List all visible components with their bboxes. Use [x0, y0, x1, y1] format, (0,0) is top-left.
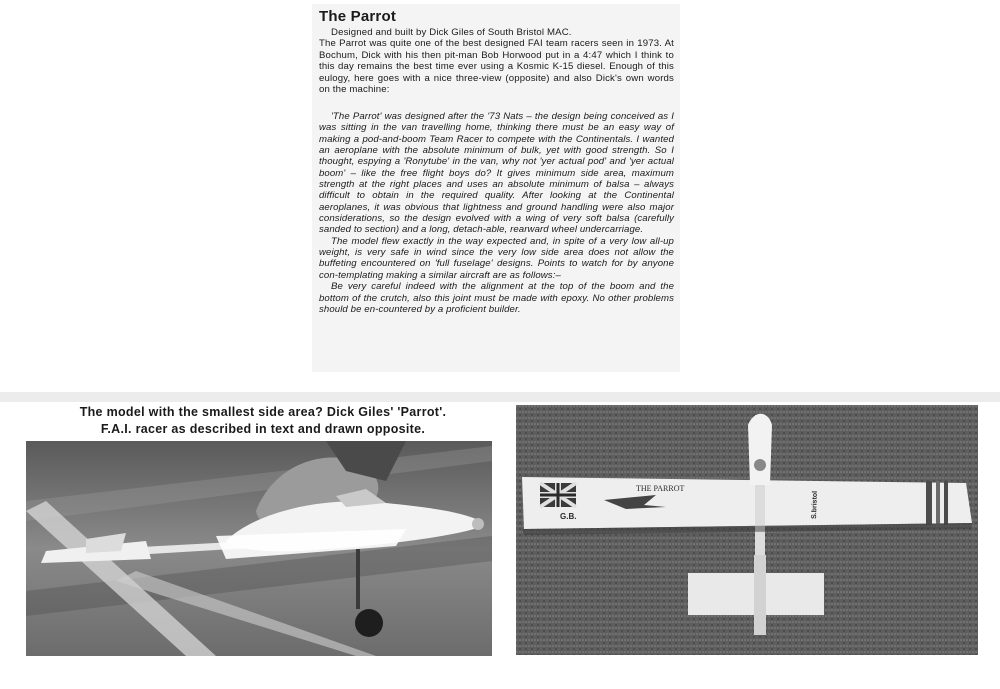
article-title: The Parrot: [319, 8, 397, 25]
page-divider: [0, 392, 1000, 402]
quote-paragraph-2: The model flew exactly in the way expected and, in spite of a very low all-up weight, is very safe in wind since the very low side area does not allow the buffeting encountered on 'full fuselage' designs. Points to watch for by anyone con-templating making a similar aircraft are as follows:–: [319, 235, 674, 281]
photo-model-side-view: [26, 441, 492, 656]
photo-model-top-view: [516, 405, 978, 655]
photo-caption: [28, 404, 498, 438]
quote-paragraph-3: Be very careful indeed with the alignment at the top of the boom and the bottom of the crutch, also this joint must be made with epoxy. No other problems should be en-countered by a proficient builder.: [319, 281, 674, 315]
intro-line-1: Designed and built by Dick Giles of South Bristol MAC.: [331, 27, 572, 38]
wing-tip-text: S.bristol: [811, 490, 819, 520]
article-column: [312, 4, 680, 372]
article-quote: [319, 111, 674, 315]
caption-line-1: The model with the smallest side area? Dick Giles' 'Parrot'.: [79, 405, 447, 419]
intro-paragraph: [319, 38, 674, 95]
wing-name-text: THE PARROT: [636, 484, 685, 493]
wing-initials: G.B.: [560, 512, 577, 521]
photo-right-drawing: [516, 405, 978, 655]
photo-left-drawing: [26, 441, 492, 656]
caption-line-2: F.A.I. racer as described in text and drawn opposite.: [100, 422, 426, 436]
intro-text: The Parrot was quite one of the best designed FAI team racers seen in 1973. At Bochum, Dick with his then pit-man Bob Horwood put in a 4:47 which I think to this day remains the best time ever using a Kosmic K-15 diesel. Enough of this eulogy, here goes with a nice three-view (opposite) and also Dick's own words on the machine:: [319, 38, 674, 96]
article-intro: [319, 27, 674, 95]
quote-paragraph-1: 'The Parrot' was designed after the '73 Nats – the design being conceived as I was sitting in the van travelling home, thinking there must be an easy way of making a pod-and-boom Team Racer to compete with the Continentals. I wanted an aeroplane with the absolute minimum of bulk, yet with good strength. So I thought, espying a 'Ronytube' in the van, why not 'yer actual pod' and 'yer actual boom' – like the free flight boys do? It gives minimum side area, maximum strength at the right places and uses an absolute minimum of balsa – always difficult to obtain in the required quality. After looking at the Continental aeroplanes, it was obvious that lightness and ground handling were also major considerations, so the design evolved with a wing of very soft balsa (carefully sanded to section) and a long, detach-able, rearward wheel undercarriage.: [319, 111, 674, 236]
union-flag-icon: [540, 483, 576, 507]
